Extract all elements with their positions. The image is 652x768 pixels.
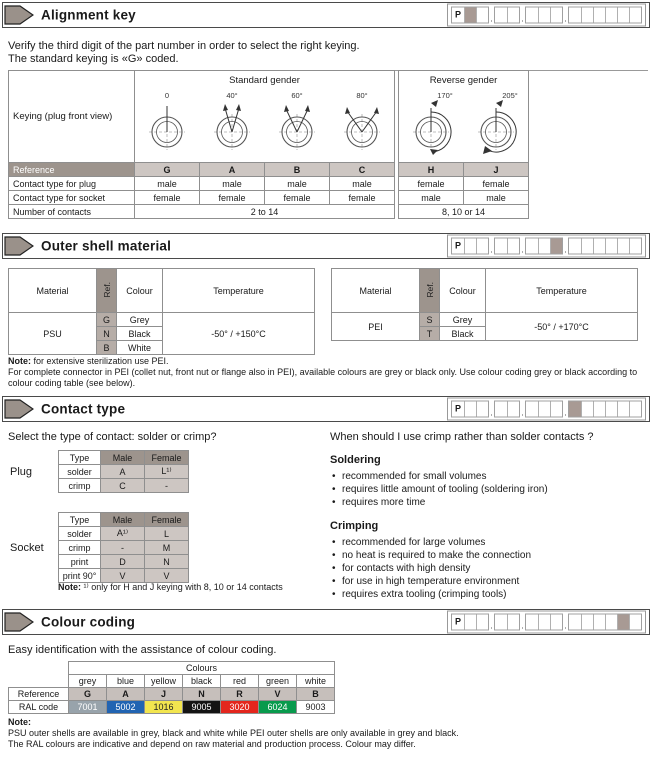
section-arrow-icon xyxy=(4,399,34,419)
psu-colour: Black xyxy=(117,327,163,341)
contact-note-text: ¹⁾ only for H and J keying with 8, 10 or 14 contacts xyxy=(81,582,283,592)
plug-row-female: - xyxy=(145,479,189,493)
plug-table-group xyxy=(10,450,189,493)
section-header-colour-coding xyxy=(2,609,650,635)
socket-row-type: crimp xyxy=(59,541,101,555)
shell-material-tables xyxy=(8,268,638,355)
plug-label: Plug xyxy=(10,465,33,478)
colour-name: white xyxy=(297,675,335,688)
contact-header-type: Type xyxy=(59,513,101,527)
pei-ref: S xyxy=(420,313,440,327)
keying-diagram-205deg xyxy=(465,86,527,156)
part-number-prefix: P xyxy=(452,615,464,630)
psu-colour: White xyxy=(117,341,163,355)
alignment-intro xyxy=(8,40,360,66)
keying-contacts-row-label: Number of contacts xyxy=(9,205,135,219)
keying-socket-row-label: Contact type for socket xyxy=(9,191,135,205)
keying-socket-value: male xyxy=(464,191,529,205)
psu-ref: G xyxy=(97,313,117,327)
section-header-outer-shell xyxy=(2,233,650,259)
keying-socket-value: female xyxy=(135,191,200,205)
keying-plug-row-label: Contact type for plug xyxy=(9,177,135,191)
part-number-highlight-cell xyxy=(617,615,629,630)
part-number-diagram xyxy=(447,398,646,421)
section-arrow-icon xyxy=(4,5,34,25)
keying-plug-value: female xyxy=(464,177,529,191)
keying-reference-value: B xyxy=(265,163,330,177)
standard-gender-label: Standard gender xyxy=(229,75,300,86)
colour-name: green xyxy=(259,675,297,688)
part-number-highlight-cell xyxy=(569,402,581,417)
colour-reference-label: Reference xyxy=(9,688,69,701)
crimping-point: • for contacts with high density xyxy=(330,562,648,575)
socket-row-male: V xyxy=(101,569,145,583)
ral-code-label: RAL code xyxy=(9,701,69,714)
pei-temperature: -50° / +170°C xyxy=(486,313,638,341)
colour-name: grey xyxy=(69,675,107,688)
colour-name: blue xyxy=(107,675,145,688)
keying-plug-value: female xyxy=(399,177,464,191)
part-number-prefix: P xyxy=(452,402,464,417)
keying-plug-value: male xyxy=(135,177,200,191)
keying-diagram-80deg xyxy=(331,86,393,156)
keying-reference-value: G xyxy=(135,163,200,177)
colour-reference-value: G xyxy=(69,688,107,701)
contact-header-male: Male xyxy=(101,451,145,465)
crimping-point: • for use in high temperature environment xyxy=(330,575,648,588)
pei-material: PEI xyxy=(332,313,420,341)
svg-text:40°: 40° xyxy=(226,91,238,100)
colour-reference-value: N xyxy=(183,688,221,701)
socket-row-male: - xyxy=(101,541,145,555)
ral-swatch: 1016 xyxy=(145,701,183,714)
psu-colour: Grey xyxy=(117,313,163,327)
reverse-gender-label: Reverse gender xyxy=(429,75,498,86)
colour-name: black xyxy=(183,675,221,688)
keying-socket-value: female xyxy=(330,191,395,205)
contact-header-male: Male xyxy=(101,513,145,527)
contact-header-female: Female xyxy=(145,513,189,527)
keying-plug-value: male xyxy=(330,177,395,191)
contact-note xyxy=(58,582,283,593)
keying-socket-value: male xyxy=(399,191,464,205)
part-number-prefix: P xyxy=(452,8,464,23)
contact-header-type: Type xyxy=(59,451,101,465)
keying-reference-value: A xyxy=(200,163,265,177)
socket-row-female: M xyxy=(145,541,189,555)
keying-socket-value: female xyxy=(265,191,330,205)
soldering-points xyxy=(330,470,648,509)
socket-table-group xyxy=(10,512,189,583)
keying-plug-value: male xyxy=(200,177,265,191)
socket-row-female: N xyxy=(145,555,189,569)
soldering-title: Soldering xyxy=(330,454,381,466)
colour-name: yellow xyxy=(145,675,183,688)
part-number-diagram xyxy=(447,4,646,27)
svg-text:170°: 170° xyxy=(437,91,454,100)
crimp-question: When should I use crimp rather than solder contacts ? xyxy=(330,431,594,443)
pei-colour: Black xyxy=(440,327,486,341)
keying-diagram-0deg xyxy=(136,86,198,156)
contact-select-text: Select the type of contact: solder or crimp? xyxy=(8,431,217,443)
keying-diagram-60deg xyxy=(266,86,328,156)
colour-coding-table xyxy=(8,661,335,714)
soldering-point: • recommended for small volumes xyxy=(330,470,648,483)
colour-reference-value: J xyxy=(145,688,183,701)
shell-header-material: Material xyxy=(332,269,420,313)
plug-row-male: C xyxy=(101,479,145,493)
socket-row-female: L xyxy=(145,527,189,541)
colour-reference-value: B xyxy=(297,688,335,701)
crimping-point: • no heat is required to make the connection xyxy=(330,549,648,562)
plug-row-male: A xyxy=(101,465,145,479)
colour-reference-value: A xyxy=(107,688,145,701)
crimping-point: • requires extra tooling (crimping tools) xyxy=(330,588,648,601)
shell-header-temperature: Temperature xyxy=(486,269,638,313)
colours-header: Colours xyxy=(69,662,335,675)
svg-text:80°: 80° xyxy=(355,91,368,100)
colour-note-label: Note: xyxy=(8,717,31,727)
alignment-intro-line2: The standard keying is «G» coded. xyxy=(8,53,179,65)
socket-row-type: print xyxy=(59,555,101,569)
pei-colour: Grey xyxy=(440,313,486,327)
section-arrow-icon xyxy=(4,236,34,256)
part-number-highlight-cell xyxy=(550,239,562,254)
svg-text:0: 0 xyxy=(165,91,170,100)
section-arrow-icon xyxy=(4,612,34,632)
psu-material: PSU xyxy=(9,313,97,355)
colour-reference-value: R xyxy=(221,688,259,701)
plug-row-female: L¹⁾ xyxy=(145,465,189,479)
shell-header-temperature: Temperature xyxy=(163,269,315,313)
psu-table xyxy=(8,268,315,355)
plug-row-type: crimp xyxy=(59,479,101,493)
svg-text:205°: 205° xyxy=(501,91,518,100)
shell-header-ref: Ref. xyxy=(420,269,440,313)
shell-header-ref: Ref. xyxy=(97,269,117,313)
plug-contact-table xyxy=(58,450,189,493)
keying-diagram-40deg xyxy=(201,86,263,156)
shell-note-line1: for extensive sterilization use PEI. xyxy=(31,356,169,366)
standard-gender-cell xyxy=(135,71,395,163)
keying-diagram-170deg xyxy=(400,86,462,156)
colour-note-line2: The RAL colours are indicative and depend on raw material and production process. Colour may differ. xyxy=(8,739,416,749)
pei-ref: T xyxy=(420,327,440,341)
section-header-contact-type xyxy=(2,396,650,422)
colour-note xyxy=(8,717,648,750)
section-title: Contact type xyxy=(41,401,126,417)
keying-contacts-standard: 2 to 14 xyxy=(135,205,395,219)
ral-swatch: 9005 xyxy=(183,701,221,714)
keying-reference-label: Reference xyxy=(9,163,135,177)
ral-swatch: 6024 xyxy=(259,701,297,714)
colour-intro: Easy identification with the assistance of colour coding. xyxy=(8,644,277,656)
keying-plug-value: male xyxy=(265,177,330,191)
contact-header-female: Female xyxy=(145,451,189,465)
keying-table xyxy=(8,70,529,219)
ral-swatch: 3020 xyxy=(221,701,259,714)
shell-header-colour: Colour xyxy=(440,269,486,313)
colour-name: red xyxy=(221,675,259,688)
alignment-intro-line1: Verify the third digit of the part number in order to select the right keying. xyxy=(8,40,360,52)
shell-header-colour: Colour xyxy=(117,269,163,313)
socket-row-male: D xyxy=(101,555,145,569)
socket-row-male: A¹⁾ xyxy=(101,527,145,541)
socket-row-female: V xyxy=(145,569,189,583)
pei-table xyxy=(331,268,638,341)
section-header-alignment-key xyxy=(2,2,650,28)
soldering-point: • requires little amount of tooling (soldering iron) xyxy=(330,483,648,496)
keying-socket-value: female xyxy=(200,191,265,205)
psu-ref: B xyxy=(97,341,117,355)
crimping-points xyxy=(330,536,648,601)
contact-note-label: Note: xyxy=(58,582,81,592)
ral-swatch: 7001 xyxy=(69,701,107,714)
section-title: Colour coding xyxy=(41,614,136,630)
colour-note-line1: PSU outer shells are available in grey, black and white while PEI outer shells are only available in grey and black. xyxy=(8,728,459,738)
part-number-group xyxy=(451,7,489,24)
ral-swatch: 5002 xyxy=(107,701,145,714)
part-number-prefix: P xyxy=(452,239,464,254)
socket-row-type: print 90° xyxy=(59,569,101,583)
colour-reference-value: V xyxy=(259,688,297,701)
socket-contact-table xyxy=(58,512,189,583)
crimping-title: Crimping xyxy=(330,520,379,532)
keying-contacts-reverse: 8, 10 or 14 xyxy=(399,205,529,219)
shell-note xyxy=(8,356,648,389)
part-number-highlight-cell xyxy=(464,8,476,23)
keying-reference-value: J xyxy=(464,163,529,177)
keying-reference-value: H xyxy=(399,163,464,177)
crimping-point: • recommended for large volumes xyxy=(330,536,648,549)
soldering-point: • requires more time xyxy=(330,496,648,509)
shell-note-line2: For complete connector in PEI (collet nut, front nut or flange also in PEI), available colours are grey or black only. Use colour coding grey or black according to colour coding table (see below). xyxy=(8,367,638,388)
reverse-gender-cell xyxy=(399,71,529,163)
psu-ref: N xyxy=(97,327,117,341)
keying-row-label: Keying (plug front view) xyxy=(9,71,135,163)
keying-reference-value: C xyxy=(330,163,395,177)
socket-row-type: solder xyxy=(59,527,101,541)
shell-header-material: Material xyxy=(9,269,97,313)
shell-note-label: Note: xyxy=(8,356,31,366)
socket-label: Socket xyxy=(10,541,44,554)
section-title: Outer shell material xyxy=(41,238,172,254)
crimp-vs-solder-column xyxy=(330,431,648,601)
part-number-diagram xyxy=(447,611,646,634)
ral-swatch: 9003 xyxy=(297,701,335,714)
plug-row-type: solder xyxy=(59,465,101,479)
psu-temperature: -50° / +150°C xyxy=(163,313,315,355)
section-title: Alignment key xyxy=(41,7,136,23)
part-number-diagram xyxy=(447,235,646,258)
svg-text:60°: 60° xyxy=(291,91,303,100)
